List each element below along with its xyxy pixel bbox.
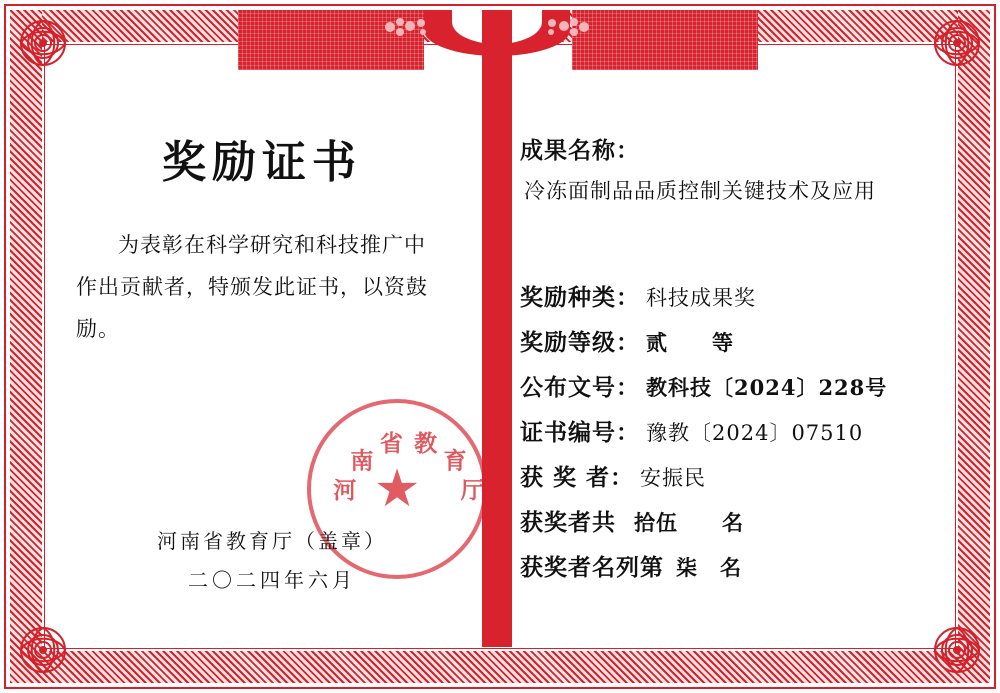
seal-char: 厅 xyxy=(460,476,484,504)
citation-line: 作出贡献者，特颁发此证书，以资鼓 xyxy=(76,275,428,299)
citation-text xyxy=(76,224,446,350)
issue-date: 二〇二四年六月 xyxy=(188,568,356,592)
header-panel-right-fill xyxy=(572,10,758,70)
decorative-border-left xyxy=(10,10,42,683)
award-level-label: 奖励等级： xyxy=(520,329,640,356)
decorative-border-bottom xyxy=(10,651,990,683)
certificate-number-row xyxy=(520,414,948,447)
recipient-label: 获 奖 者： xyxy=(520,464,635,491)
certificate-title: 奖励证书 xyxy=(162,137,362,188)
seal-char: 育 xyxy=(443,447,467,475)
recipient-rank-value: 柒 名 xyxy=(676,555,742,580)
center-spine xyxy=(482,10,512,647)
certificate-number-value: 豫教〔2024〕07510 xyxy=(646,421,864,445)
recipient-row xyxy=(520,459,948,492)
document-number-label: 公布文号： xyxy=(520,374,640,401)
certificate-number-label: 证书编号： xyxy=(520,419,640,446)
achievement-name-value: 冷冻面制品品质控制关键技术及应用 xyxy=(524,179,876,203)
issuer-block xyxy=(52,525,472,593)
seal-char: 省 xyxy=(379,430,403,458)
recipient-value: 安振民 xyxy=(640,466,707,490)
recipient-count-row xyxy=(520,504,948,537)
recipient-rank-label: 获奖者名列第 xyxy=(520,554,664,581)
award-type-label: 奖励种类： xyxy=(520,284,640,311)
document-number-row xyxy=(520,369,948,402)
seal-star-icon: ★ xyxy=(373,459,421,519)
award-type-value: 科技成果奖 xyxy=(646,286,756,310)
recipient-rank-row xyxy=(520,549,948,582)
citation-line: 励。 xyxy=(76,317,120,341)
issuer-name: 河南省教育厅（盖章） xyxy=(157,529,387,553)
recipient-count-value: 拾伍 名 xyxy=(634,510,744,535)
citation-line: 为表彰在科学研究和科技推广中 xyxy=(118,233,426,257)
achievement-name-row xyxy=(520,132,948,165)
recipient-count-label: 获奖者共 xyxy=(520,509,616,536)
award-level-row xyxy=(520,324,948,357)
certificate-left-page xyxy=(52,70,484,639)
award-level-value: 贰 等 xyxy=(646,330,734,355)
seal-char: 河 xyxy=(333,476,357,504)
header-panel-left-fill xyxy=(238,10,424,70)
certificate-right-page xyxy=(520,70,948,639)
decorative-border-right xyxy=(958,10,990,683)
seal-char: 南 xyxy=(350,447,374,475)
award-type-row xyxy=(520,279,948,312)
document-number-value: 教科技〔2024〕228号 xyxy=(646,375,888,400)
achievement-name-label: 成果名称： xyxy=(520,137,640,164)
seal-char: 教 xyxy=(414,430,438,458)
